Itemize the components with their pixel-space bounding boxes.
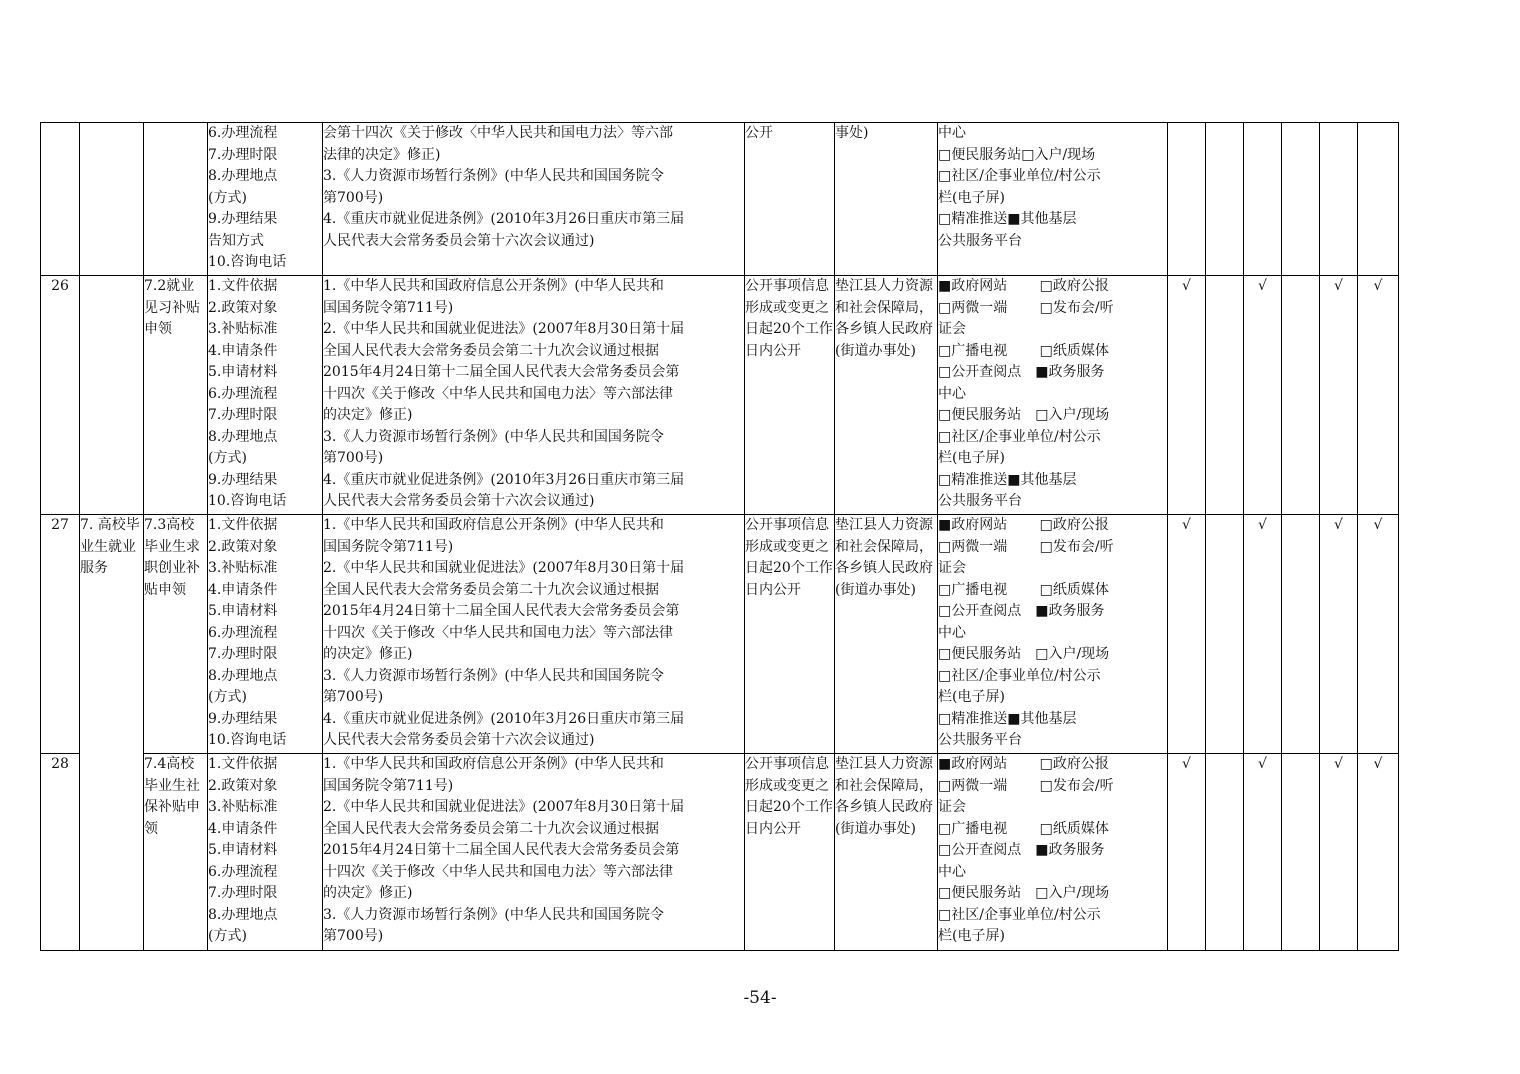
table-row: [41, 276, 1399, 515]
basis-line: 2015年4月24日第十二届全国人民代表大会常务委员会第: [323, 364, 680, 380]
channel-line: 栏(电子屏): [938, 450, 1005, 466]
basis-line: 的决定》修正): [323, 407, 413, 423]
subject-text: 事处): [835, 125, 869, 141]
category-cell: [80, 123, 144, 276]
channel-line: 栏(电子屏): [938, 189, 1005, 206]
channel-line: □社区/企事业单位/村公示: [938, 428, 1101, 445]
row-number-text: 26: [51, 278, 69, 294]
content-line: 5.申请材料: [208, 842, 278, 858]
content-list-cell: [208, 754, 323, 951]
channel-line: 中心: [938, 863, 966, 880]
channel-line: 证会: [938, 560, 966, 576]
basis-line: 法律的决定》修正): [323, 146, 441, 163]
basis-line: 人民代表大会常务委员会第十六次会议通过): [323, 232, 595, 249]
basis-line: 3.《人力资源市场暂行条例》(中华人民共和国国务院令: [323, 667, 664, 684]
check-cell: [1282, 754, 1320, 951]
check-cell: [1282, 515, 1320, 754]
channel-line: 公共服务平台: [938, 232, 1022, 249]
check-cell: [1282, 276, 1320, 515]
channel-line: □精准推送■其他基层: [938, 471, 1077, 488]
content-line: 5.申请材料: [208, 364, 278, 380]
content-line: 4.申请条件: [208, 342, 278, 359]
channel-line: □便民服务站 □入户/现场: [938, 646, 1110, 662]
channel-line: 公共服务平台: [938, 732, 1022, 748]
check-mark: √: [1334, 756, 1343, 772]
basis-cell: [323, 515, 745, 754]
timing-cell: [745, 276, 835, 515]
subject-text: 垫江县人力资源和社会保障局，各乡镇人民政府(街道办事处): [835, 756, 933, 837]
basis-line: 第700号): [323, 189, 384, 206]
content-line: 10.咨询电话: [208, 254, 287, 270]
channel-line: ■政府网站 □政府公报: [938, 756, 1109, 772]
basis-line: 2015年4月24日第十二届全国人民代表大会常务委员会第: [323, 842, 680, 858]
subject-cell: [835, 123, 938, 276]
check-cell: [1244, 754, 1282, 951]
check-cell: [1168, 515, 1206, 754]
content-list-cell: [208, 123, 323, 276]
content-line: 9.办理结果: [208, 471, 278, 488]
check-cell: [1244, 123, 1282, 276]
no-cell: [41, 123, 80, 276]
channel-line: 公共服务平台: [938, 493, 1022, 509]
basis-line: 全国人民代表大会常务委员会第二十九次会议通过根据: [323, 820, 659, 837]
check-cell: [1358, 754, 1399, 951]
check-mark: √: [1182, 278, 1191, 294]
row-number: [41, 515, 80, 754]
channel-line: 中心: [938, 624, 966, 641]
channel-line: □精准推送■其他基层: [938, 710, 1077, 727]
basis-cell: [323, 276, 745, 515]
category-cell: [80, 515, 144, 951]
check-cell: [1282, 123, 1320, 276]
channel-line: □公开查阅点 ■政务服务: [938, 842, 1105, 858]
check-cell: [1206, 515, 1244, 754]
basis-line: 的决定》修正): [323, 646, 413, 662]
basis-line: 会第十四次《关于修改〈中华人民共和国电力法〉等六部: [323, 125, 673, 141]
basis-line: 人民代表大会常务委员会第十六次会议通过): [323, 493, 595, 509]
content-line: 3.补贴标准: [208, 560, 278, 576]
check-cell: [1168, 276, 1206, 515]
channel-line: □广播电视 □纸质媒体: [938, 581, 1109, 598]
check-mark: √: [1258, 756, 1267, 772]
check-cell: [1320, 515, 1358, 754]
check-cell: [1168, 123, 1206, 276]
basis-cell: [323, 754, 745, 951]
content-line: 3.补贴标准: [208, 321, 278, 337]
channel-line: 证会: [938, 799, 966, 815]
basis-line: 的决定》修正): [323, 885, 413, 901]
item-cell: [144, 276, 208, 515]
channel-line: □两微一端 □发布会/听: [938, 299, 1114, 316]
check-cell: [1244, 276, 1282, 515]
content-line: 7.办理时限: [208, 646, 278, 662]
channel-line: □公开查阅点 ■政务服务: [938, 603, 1105, 619]
item-name: 7.3高校毕业生求职创业补贴申领: [144, 517, 200, 598]
content-line: 8.办理地点: [208, 906, 278, 923]
channels-cell: [938, 276, 1168, 515]
check-mark: √: [1373, 278, 1383, 294]
page-number: -54-: [743, 988, 777, 1008]
basis-cell: [323, 123, 745, 276]
basis-line: 国国务院令第711号): [323, 299, 454, 316]
content-line: 7.办理时限: [208, 885, 278, 901]
item-name: 7.4高校毕业生社保补贴申领: [144, 756, 200, 837]
timing-cell: [745, 123, 835, 276]
channel-line: 栏(电子屏): [938, 928, 1005, 944]
check-cell: [1320, 123, 1358, 276]
content-line: 1.文件依据: [208, 517, 278, 533]
channel-line: □便民服务站□入户/现场: [938, 146, 1096, 163]
check-mark: √: [1258, 517, 1267, 533]
basis-line: 4.《重庆市就业促进条例》(2010年3月26日重庆市第三届: [323, 211, 685, 227]
content-line: (方式): [208, 189, 247, 206]
content-line: 6.办理流程: [208, 624, 278, 641]
check-mark: √: [1182, 517, 1191, 533]
content-line: 6.办理流程: [208, 863, 278, 880]
content-line: 7.办理时限: [208, 146, 278, 163]
subject-cell: [835, 515, 938, 754]
basis-line: 4.《重庆市就业促进条例》(2010年3月26日重庆市第三届: [323, 471, 685, 488]
table-row: [41, 754, 1399, 951]
content-line: 6.办理流程: [208, 385, 278, 402]
check-mark: √: [1373, 517, 1383, 533]
check-cell: [1320, 754, 1358, 951]
timing-text: 公开事项信息形成或变更之日起20个工作日内公开: [745, 756, 833, 837]
item-cell: [144, 515, 208, 754]
basis-line: 人民代表大会常务委员会第十六次会议通过): [323, 732, 595, 748]
channel-line: □社区/企事业单位/村公示: [938, 667, 1101, 684]
content-line: 1.文件依据: [208, 278, 278, 294]
item-cell: [144, 123, 208, 276]
subject-cell: [835, 754, 938, 951]
basis-line: 3.《人力资源市场暂行条例》(中华人民共和国国务院令: [323, 906, 664, 923]
check-cell: [1168, 754, 1206, 951]
content-line: 10.咨询电话: [208, 493, 287, 509]
channel-line: ■政府网站 □政府公报: [938, 278, 1109, 294]
row-number-text: 27: [51, 517, 69, 533]
check-cell: [1320, 276, 1358, 515]
channel-line: 中心: [938, 125, 966, 141]
check-cell: [1244, 515, 1282, 754]
basis-line: 3.《人力资源市场暂行条例》(中华人民共和国国务院令: [323, 168, 664, 184]
subject-cell: [835, 276, 938, 515]
basis-line: 十四次《关于修改〈中华人民共和国电力法〉等六部法律: [323, 385, 673, 402]
timing-text: 公开事项信息形成或变更之日起20个工作日内公开: [745, 278, 833, 359]
content-line: 2.政策对象: [208, 538, 278, 555]
table-row: [41, 515, 1399, 754]
basis-line: 1.《中华人民共和国政府信息公开条例》(中华人民共和: [323, 517, 664, 533]
content-line: 5.申请材料: [208, 603, 278, 619]
row-number: [41, 754, 80, 951]
channel-line: ■政府网站 □政府公报: [938, 517, 1109, 533]
basis-line: 十四次《关于修改〈中华人民共和国电力法〉等六部法律: [323, 624, 673, 641]
check-cell: [1358, 276, 1399, 515]
item-name: 7.2就业见习补贴申领: [144, 278, 200, 337]
basis-line: 4.《重庆市就业促进条例》(2010年3月26日重庆市第三届: [323, 710, 685, 727]
content-line: 2.政策对象: [208, 299, 278, 316]
row-number: [41, 276, 80, 515]
channel-line: 中心: [938, 385, 966, 402]
basis-line: 2015年4月24日第十二届全国人民代表大会常务委员会第: [323, 603, 680, 619]
content-line: 8.办理地点: [208, 428, 278, 445]
channel-line: □便民服务站 □入户/现场: [938, 407, 1110, 423]
content-line: 1.文件依据: [208, 756, 278, 772]
check-mark: √: [1258, 278, 1267, 294]
channel-line: 证会: [938, 321, 966, 337]
channels-cell: [938, 515, 1168, 754]
basis-line: 2.《中华人民共和国就业促进法》(2007年8月30日第十届: [323, 560, 685, 576]
basis-line: 全国人民代表大会常务委员会第二十九次会议通过根据: [323, 581, 659, 598]
subject-text: 垫江县人力资源和社会保障局，各乡镇人民政府(街道办事处): [835, 517, 933, 598]
basis-line: 3.《人力资源市场暂行条例》(中华人民共和国国务院令: [323, 428, 664, 445]
content-line: 3.补贴标准: [208, 799, 278, 815]
content-line: 4.申请条件: [208, 581, 278, 598]
content-line: (方式): [208, 450, 247, 466]
content-line: 8.办理地点: [208, 168, 278, 184]
category-text: 7. 高校毕业生就业服务: [80, 517, 140, 576]
content-list-cell: [208, 276, 323, 515]
basis-line: 第700号): [323, 689, 384, 705]
basis-line: 国国务院令第711号): [323, 538, 454, 555]
content-line: 4.申请条件: [208, 820, 278, 837]
channels-cell: [938, 754, 1168, 951]
content-line: 7.办理时限: [208, 407, 278, 423]
channel-line: □社区/企事业单位/村公示: [938, 906, 1101, 923]
content-line: 10.咨询电话: [208, 732, 287, 748]
basis-line: 第700号): [323, 450, 384, 466]
item-cell: [144, 754, 208, 951]
category-cell: [80, 276, 144, 515]
channel-line: □公开查阅点 ■政务服务: [938, 364, 1105, 380]
content-line: 2.政策对象: [208, 777, 278, 794]
basis-line: 全国人民代表大会常务委员会第二十九次会议通过根据: [323, 342, 659, 359]
check-cell: [1206, 123, 1244, 276]
channels-cell: [938, 123, 1168, 276]
check-mark: √: [1182, 756, 1191, 772]
check-cell: [1358, 515, 1399, 754]
check-mark: √: [1334, 278, 1343, 294]
channel-line: □广播电视 □纸质媒体: [938, 820, 1109, 837]
table-row-continued: [41, 123, 1399, 276]
subject-text: 垫江县人力资源和社会保障局，各乡镇人民政府(街道办事处): [835, 278, 933, 359]
basis-line: 2.《中华人民共和国就业促进法》(2007年8月30日第十届: [323, 799, 685, 815]
timing-text: 公开事项信息形成或变更之日起20个工作日内公开: [745, 517, 833, 598]
check-mark: √: [1373, 756, 1383, 772]
basis-line: 1.《中华人民共和国政府信息公开条例》(中华人民共和: [323, 756, 664, 772]
basis-line: 国国务院令第711号): [323, 777, 454, 794]
content-line: (方式): [208, 689, 247, 705]
channel-line: □精准推送■其他基层: [938, 211, 1077, 227]
content-line: 8.办理地点: [208, 667, 278, 684]
channel-line: □两微一端 □发布会/听: [938, 777, 1114, 794]
content-line: (方式): [208, 928, 247, 944]
row-number-text: 28: [51, 756, 69, 772]
basis-line: 1.《中华人民共和国政府信息公开条例》(中华人民共和: [323, 278, 664, 294]
check-cell: [1206, 276, 1244, 515]
channel-line: □广播电视 □纸质媒体: [938, 342, 1109, 359]
content-line: 6.办理流程: [208, 125, 278, 141]
content-list-cell: [208, 515, 323, 754]
basis-line: 第700号): [323, 928, 384, 944]
check-mark: √: [1334, 517, 1343, 533]
basis-line: 2.《中华人民共和国就业促进法》(2007年8月30日第十届: [323, 321, 685, 337]
content-line: 告知方式: [208, 232, 264, 249]
channel-line: 栏(电子屏): [938, 689, 1005, 705]
channel-line: □两微一端 □发布会/听: [938, 538, 1114, 555]
check-cell: [1358, 123, 1399, 276]
check-cell: [1206, 754, 1244, 951]
content-line: 9.办理结果: [208, 211, 278, 227]
disclosure-table: [40, 122, 1399, 951]
timing-cell: [745, 515, 835, 754]
content-line: 9.办理结果: [208, 710, 278, 727]
channel-line: □便民服务站 □入户/现场: [938, 885, 1110, 901]
timing-text: 公开: [745, 125, 773, 141]
timing-cell: [745, 754, 835, 951]
basis-line: 十四次《关于修改〈中华人民共和国电力法〉等六部法律: [323, 863, 673, 880]
channel-line: □社区/企事业单位/村公示: [938, 168, 1101, 184]
